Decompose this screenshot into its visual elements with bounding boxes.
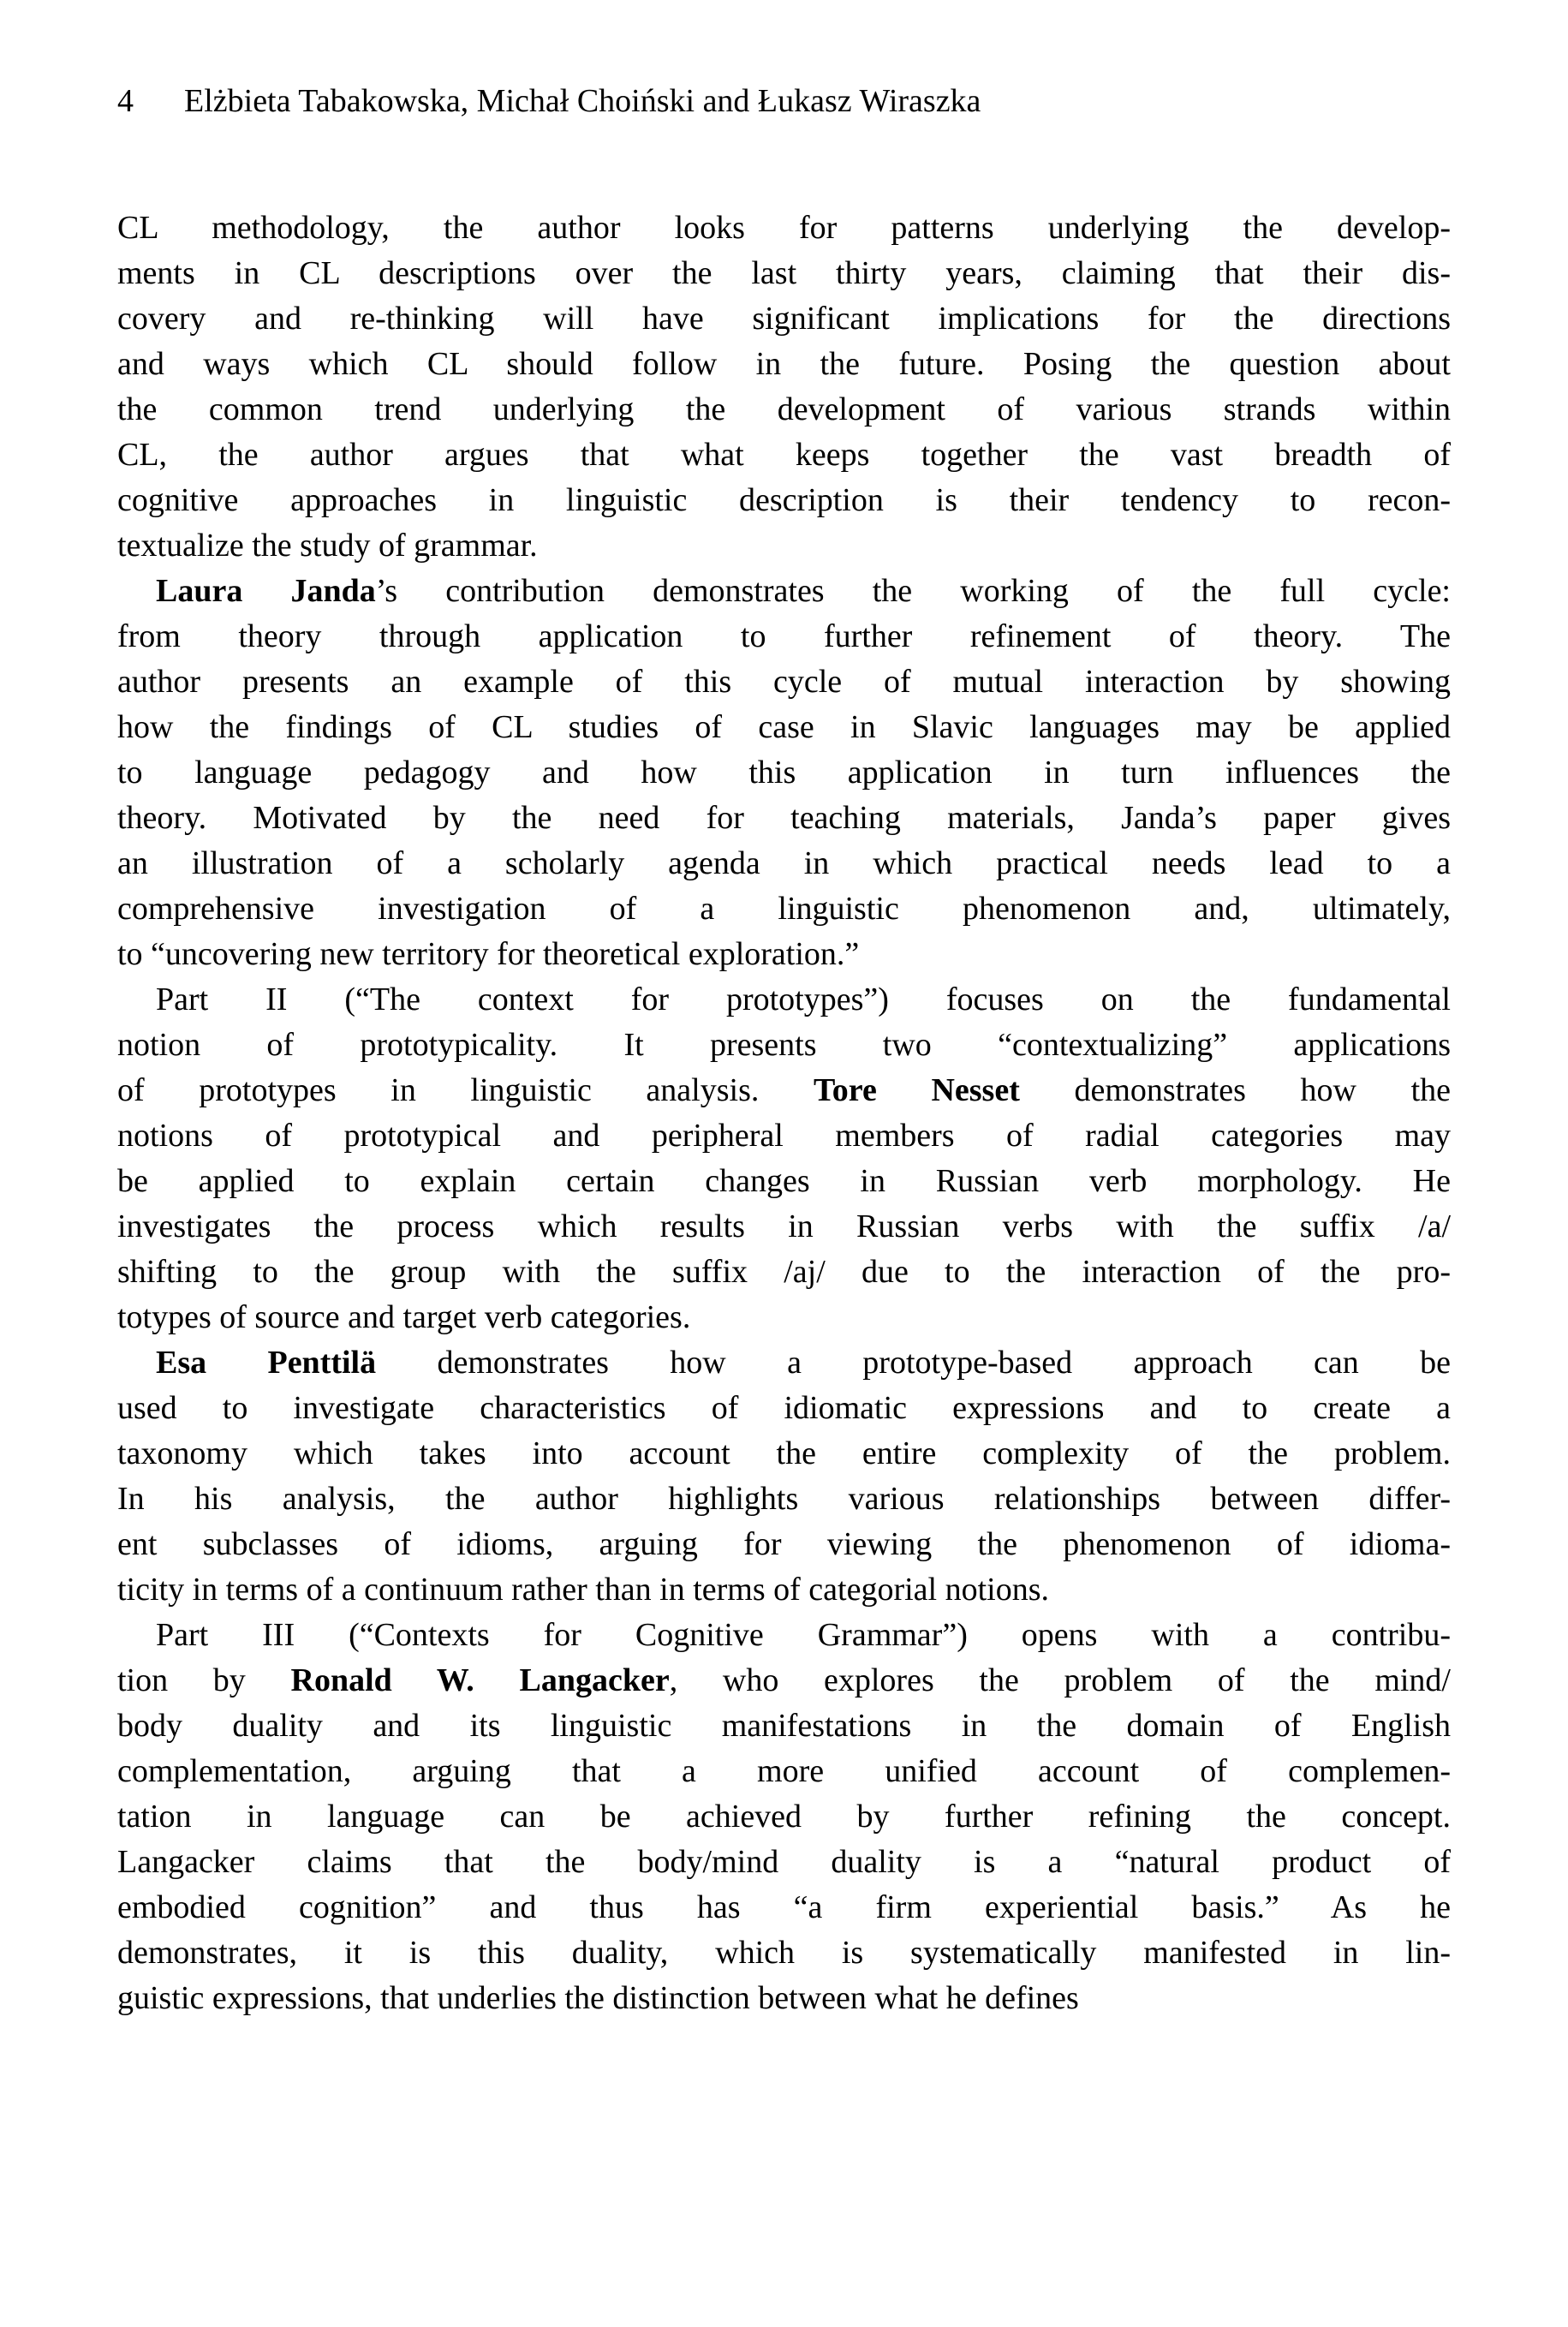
text-line [117, 659, 1451, 705]
text-segment: Langacker claims that the body/mind duality is a “natural product of [117, 1844, 1451, 1880]
text-segment: comprehensive investigation of a linguistic phenomenon and, ultimately, [117, 891, 1451, 927]
page-number: 4 [117, 83, 134, 119]
paragraph [117, 977, 1451, 1340]
text-segment: and ways which CL should follow in the future. Posing the question about [117, 346, 1451, 382]
text-segment: ticity in terms of a continuum rather than in terms of categorial notions. [117, 1572, 1049, 1608]
text-line [117, 977, 1451, 1023]
text-line [117, 796, 1451, 841]
text-line [117, 886, 1451, 932]
text-segment: tion by [117, 1662, 291, 1698]
text-segment: In his analysis, the author highlights various relationships between differ- [117, 1481, 1451, 1517]
text-segment: theory. Motivated by the need for teaching materials, Janda’s paper gives [117, 800, 1451, 836]
text-line [117, 342, 1451, 387]
text-segment: cognitive approaches in linguistic description is their tendency to recon- [117, 482, 1451, 518]
text-line [117, 1885, 1451, 1930]
text-segment: to language pedagogy and how this application in turn influences the [117, 755, 1451, 791]
text-line [117, 932, 1451, 977]
text-line [117, 1840, 1451, 1885]
text-line [117, 1658, 1451, 1703]
text-segment: covery and re-thinking will have significant implications for the directions [117, 301, 1451, 337]
text-segment: CL methodology, the author looks for patterns underlying the develop- [117, 210, 1451, 246]
text-line [117, 1386, 1451, 1431]
text-line [117, 1431, 1451, 1477]
text-segment: how the findings of CL studies of case in Slavic languages may be applied [117, 709, 1451, 745]
text-segment: CL, the author argues that what keeps together the vast breadth of [117, 437, 1451, 473]
text-segment: ’s contribution demonstrates the working of the full cycle: [375, 573, 1451, 609]
paragraph [117, 1613, 1451, 2021]
text-line [117, 1204, 1451, 1250]
text-line [117, 1250, 1451, 1295]
text-segment: Part III (“Contexts for Cognitive Grammar”) opens with a contribu- [156, 1617, 1451, 1653]
text-line [117, 841, 1451, 886]
text-line [117, 1522, 1451, 1567]
text-segment: an illustration of a scholarly agenda in which practical needs lead to a [117, 845, 1451, 881]
text-line [117, 206, 1451, 251]
text-line [117, 1113, 1451, 1159]
text-line [117, 1794, 1451, 1840]
text-segment: body duality and its linguistic manifestations in the domain of English [117, 1708, 1451, 1744]
paragraph [117, 569, 1451, 977]
bold-text-segment: Esa Penttilä [156, 1345, 377, 1381]
text-line [117, 569, 1451, 614]
text-segment: taxonomy which takes into account the entire complexity of the problem. [117, 1435, 1451, 1471]
text-line [117, 705, 1451, 750]
text-segment: be applied to explain certain changes in Russian verb morphology. He [117, 1163, 1451, 1199]
text-line [117, 387, 1451, 433]
text-segment: , who explores the problem of the mind/ [669, 1662, 1451, 1698]
text-line [117, 1749, 1451, 1794]
text-segment: of prototypes in linguistic analysis. [117, 1072, 814, 1108]
paragraph [117, 1340, 1451, 1613]
text-segment: ments in CL descriptions over the last thirty years, claiming that their dis- [117, 255, 1451, 291]
text-line [117, 251, 1451, 296]
text-segment: demonstrates, it is this duality, which is systematically manifested in lin- [117, 1935, 1451, 1971]
text-segment: complementation, arguing that a more unified account of complemen- [117, 1753, 1451, 1789]
text-segment: ent subclasses of idioms, arguing for viewing the phenomenon of idioma- [117, 1526, 1451, 1562]
text-segment: from theory through application to further refinement of theory. The [117, 618, 1451, 654]
text-segment: to “uncovering new territory for theoretical exploration.” [117, 936, 860, 972]
bold-text-segment: Laura Janda [156, 573, 376, 609]
text-segment: shifting to the group with the suffix /aj/ due to the interaction of the pro- [117, 1254, 1451, 1290]
text-line [117, 1159, 1451, 1204]
text-segment: demonstrates how the [1019, 1072, 1451, 1108]
text-line [117, 478, 1451, 523]
text-segment: notion of prototypicality. It presents two “contextualizing” applications [117, 1027, 1451, 1063]
text-segment: embodied cognition” and thus has “a firm experiential basis.” As he [117, 1889, 1451, 1925]
text-line [117, 433, 1451, 478]
text-line [117, 1930, 1451, 1976]
text-line [117, 750, 1451, 796]
text-line [117, 1567, 1451, 1613]
text-line [117, 296, 1451, 342]
page-header [117, 82, 1451, 120]
text-segment: guistic expressions, that underlies the distinction between what he defines [117, 1980, 1079, 2016]
text-segment: notions of prototypical and peripheral members of radial categories may [117, 1118, 1451, 1154]
text-segment: textualize the study of grammar. [117, 528, 538, 564]
text-segment: tation in language can be achieved by further refining the concept. [117, 1799, 1451, 1835]
text-segment: Part II (“The context for prototypes”) focuses on the fundamental [156, 982, 1451, 1017]
text-line [117, 1976, 1451, 2021]
text-segment: author presents an example of this cycle of mutual interaction by showing [117, 664, 1451, 700]
text-line [117, 1613, 1451, 1658]
text-line [117, 614, 1451, 659]
text-line [117, 1340, 1451, 1386]
paragraph [117, 206, 1451, 569]
running-title: Elżbieta Tabakowska, Michał Choiński and Łukasz Wiraszka [184, 83, 981, 119]
text-segment: the common trend underlying the development of various strands within [117, 391, 1451, 427]
text-segment: investigates the process which results in Russian verbs with the suffix /a/ [117, 1208, 1451, 1244]
text-line [117, 1477, 1451, 1522]
text-line [117, 1703, 1451, 1749]
page-body [117, 206, 1451, 2021]
text-segment: used to investigate characteristics of idiomatic expressions and to create a [117, 1390, 1451, 1426]
text-line [117, 1068, 1451, 1113]
bold-text-segment: Ronald W. Langacker [290, 1662, 670, 1698]
text-segment: totypes of source and target verb categories. [117, 1299, 691, 1335]
text-segment: demonstrates how a prototype-based approach can be [376, 1345, 1451, 1381]
text-line [117, 1023, 1451, 1068]
text-line [117, 1295, 1451, 1340]
text-line [117, 523, 1451, 569]
bold-text-segment: Tore Nesset [813, 1072, 1020, 1108]
